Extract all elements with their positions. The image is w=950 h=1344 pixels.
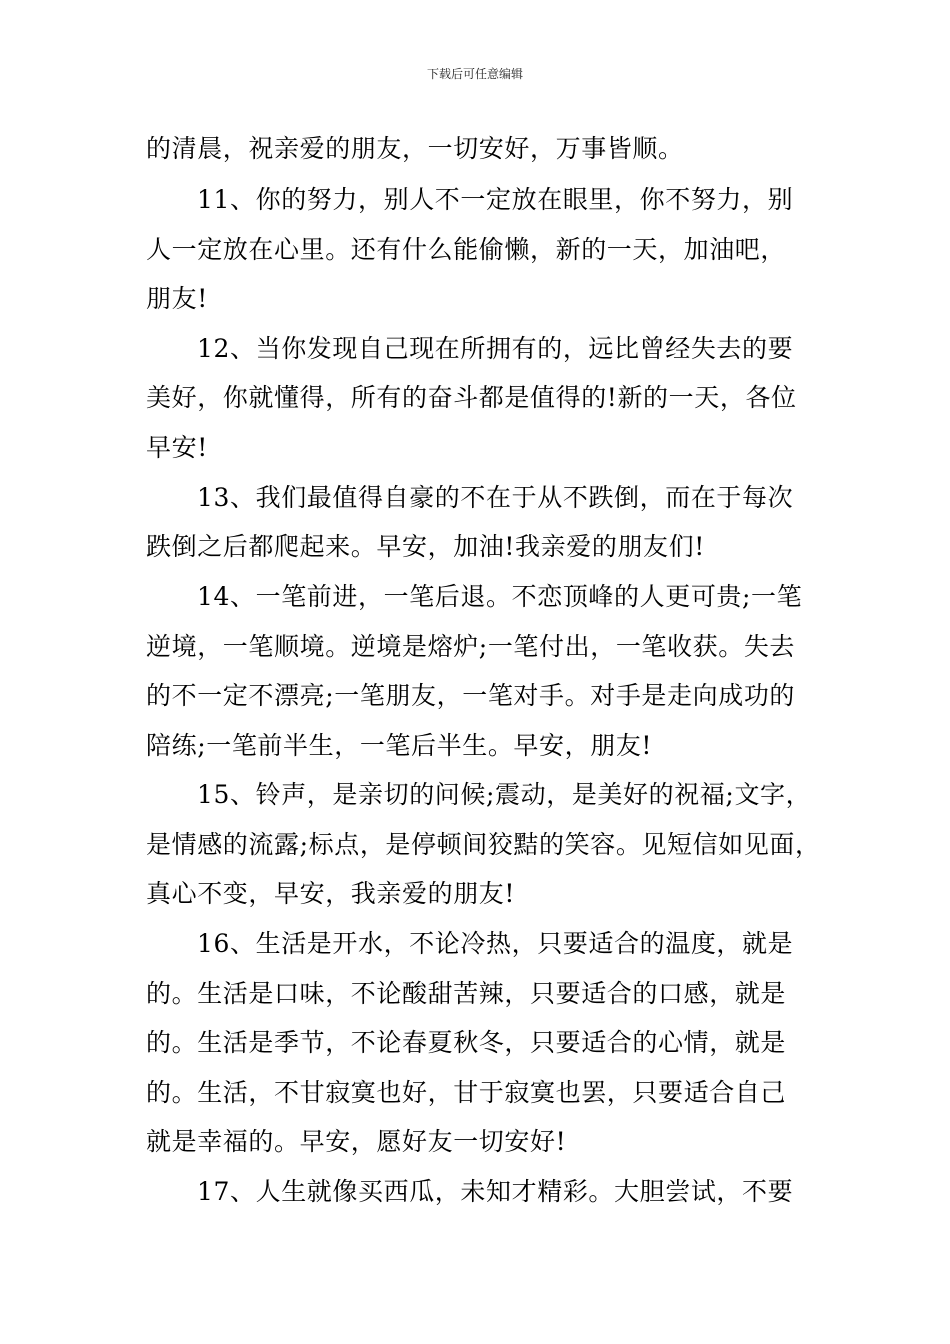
text-line: 的。生活，不甘寂寞也好，甘于寂寞也罢，只要适合自己 xyxy=(146,1078,787,1107)
text-line: 14、一笔前进，一笔后退。不恋顶峰的人更可贵;一笔 xyxy=(197,582,803,611)
header-note: 下载后可任意编辑 xyxy=(426,67,523,81)
text-line: 11、你的努力，别人不一定放在眼里，你不努力，别 xyxy=(197,185,794,214)
text-line: 陪练;一笔前半生，一笔后半生。早安，朋友! xyxy=(146,731,653,760)
text-line: 就是幸福的。早安，愿好友一切安好! xyxy=(146,1127,567,1156)
text-line: 的清晨，祝亲爱的朋友，一切安好，万事皆顺。 xyxy=(146,134,684,163)
text-line: 人一定放在心里。还有什么能偷懒，新的一天，加油吧， xyxy=(146,235,787,264)
text-line: 12、当你发现自己现在所拥有的，远比曾经失去的要 xyxy=(197,334,794,363)
text-line: 16、生活是开水，不论冷热，只要适合的温度，就是 xyxy=(197,929,794,958)
text-line: 的。生活是季节，不论春夏秋冬，只要适合的心情，就是 xyxy=(146,1028,787,1057)
text-line: 跌倒之后都爬起来。早安，加油!我亲爱的朋友们! xyxy=(146,532,705,561)
text-line: 真心不变，早安，我亲爱的朋友! xyxy=(146,879,516,908)
text-line: 13、我们最值得自豪的不在于从不跌倒，而在于每次 xyxy=(197,483,794,512)
text-line: 是情感的流露;标点，是停顿间狡黠的笑容。见短信如见面， xyxy=(146,830,821,859)
text-line: 逆境，一笔顺境。逆境是熔炉;一笔付出，一笔收获。失去 xyxy=(146,632,796,661)
text-line: 朋友! xyxy=(146,284,208,313)
text-line: 15、铃声，是亲切的问候;震动，是美好的祝福;文字， xyxy=(197,780,812,809)
text-line: 的。生活是口味，不论酸甜苦辣，只要适合的口感，就是 xyxy=(146,979,787,1008)
text-line: 17、人生就像买西瓜，未知才精彩。大胆尝试，不要 xyxy=(197,1177,794,1206)
text-line: 的不一定不漂亮;一笔朋友，一笔对手。对手是走向成功的 xyxy=(146,681,796,710)
text-line: 美好，你就懂得，所有的奋斗都是值得的!新的一天，各位 xyxy=(146,383,797,412)
text-line: 早安! xyxy=(146,433,208,462)
